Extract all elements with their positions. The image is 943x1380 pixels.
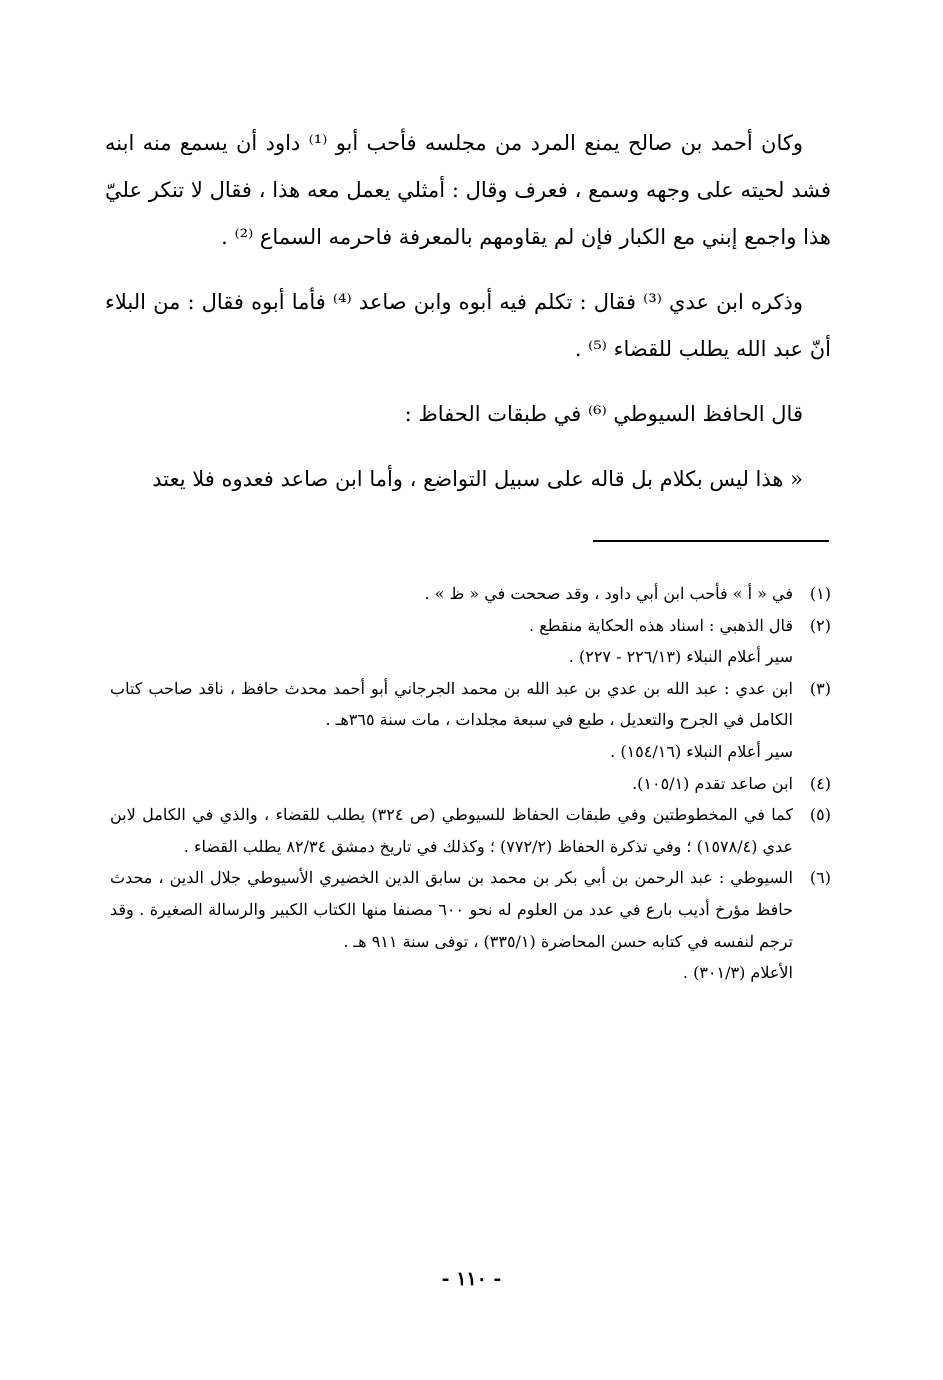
- main-text: [105, 120, 831, 503]
- page-number: - ١١٠ -: [441, 1268, 502, 1290]
- footnote-number: (٥): [809, 805, 831, 825]
- footnote-text: قال الذهبي : اسناد هذه الحكاية منقطع .: [529, 615, 793, 635]
- footnote-text: ابن صاعد تقدم (١٠٥/١).: [632, 773, 793, 793]
- footnote-5: [110, 799, 831, 862]
- footnote-text: كما في المخطوطتين وفي طبقات الحفاظ للسيوطي (ص ٣٢٤) يطلب للقضاء ، والذي في الكامل لابن عدي (١٥٧٨/٤) ؛ وفي تذكرة الحفاظ (٧٧٢/٢) ؛ وكذلك في تاريخ دمشق ٨٢/٣٤ يطلب القضاء .: [110, 805, 794, 856]
- footnote-4: [110, 768, 831, 800]
- paragraph-2: وذكره ابن عدي ⁽³⁾ فقال : تكلم فيه أبوه وابن صاعد ⁽⁴⁾ فأما أبوه فقال : من البلاء أنّ عبد الله يطلب للقضاء ⁽⁵⁾ .: [105, 290, 831, 361]
- footnote-number: (٢): [809, 615, 831, 635]
- footnote-separator: [593, 540, 829, 542]
- footnote-text: في « أ » فأحب ابن أبي داود ، وقد صححت في « ظ » .: [424, 584, 793, 603]
- footnote-reference: الأعلام (٣٠١/٣) .: [682, 963, 793, 983]
- footnotes: [110, 578, 831, 989]
- paragraph-4: « هذا ليس بكلام بل قاله على سبيل التواضع ، وأما ابن صاعد فعدوه فلا يعتد: [152, 467, 803, 491]
- footnote-3: [110, 673, 831, 768]
- paragraph-3: قال الحافظ السيوطي ⁽⁶⁾ في طبقات الحفاظ :: [404, 402, 803, 426]
- footnote-number: (٣): [809, 678, 831, 698]
- footnote-6: [110, 862, 831, 988]
- paragraph-1: وكان أحمد بن صالح يمنع المرد من مجلسه فأحب أبو ⁽¹⁾ داود أن يسمع منه ابنه فشد لحيته على وجهه وسمع ، فعرف وقال : أمثلي يعمل معه هذا ، فقال لا تنكر عليّ هذا واجمع إبني مع الكبار فإن لم يقاومهم بالمعرفة فاحرمه السماع ⁽²⁾ .: [105, 131, 831, 249]
- footnote-reference: سير أعلام النبلاء (١٥٤/١٦) .: [610, 741, 793, 761]
- footnote-reference: سير أعلام النبلاء (٢٢٦/١٣ - ٢٢٧) .: [568, 647, 793, 667]
- footnote-number: (٦): [809, 868, 831, 888]
- footnote-2: [110, 610, 831, 673]
- footnote-text: السيوطي : عبد الرحمن بن أبي بكر بن محمد بن سابق الدين الخضيري الأسيوطي جلال الدين ، محدث حافظ مؤرخ أديب بارع في عدد من العلوم له نحو ٦٠٠ مصنفا منها الكتاب الكبير والرسالة الصغيرة . وقد ترجم لنفسه في كتابه حسن المحاضرة (٣٣٥/١) ، توفى سنة ٩١١ هـ .: [110, 868, 794, 951]
- footnote-text: ابن عدي : عبد الله بن عدي بن عبد الله بن محمد الجرجاني أبو أحمد محدث حافظ ، ناقد صاحب كتاب الكامل في الجرح والتعديل ، طبع في سبعة مجلدات ، مات سنة ٣٦٥هـ .: [110, 678, 793, 730]
- footnote-1: [110, 578, 831, 610]
- footnote-number: (١): [809, 584, 831, 603]
- footnote-number: (٤): [809, 773, 831, 793]
